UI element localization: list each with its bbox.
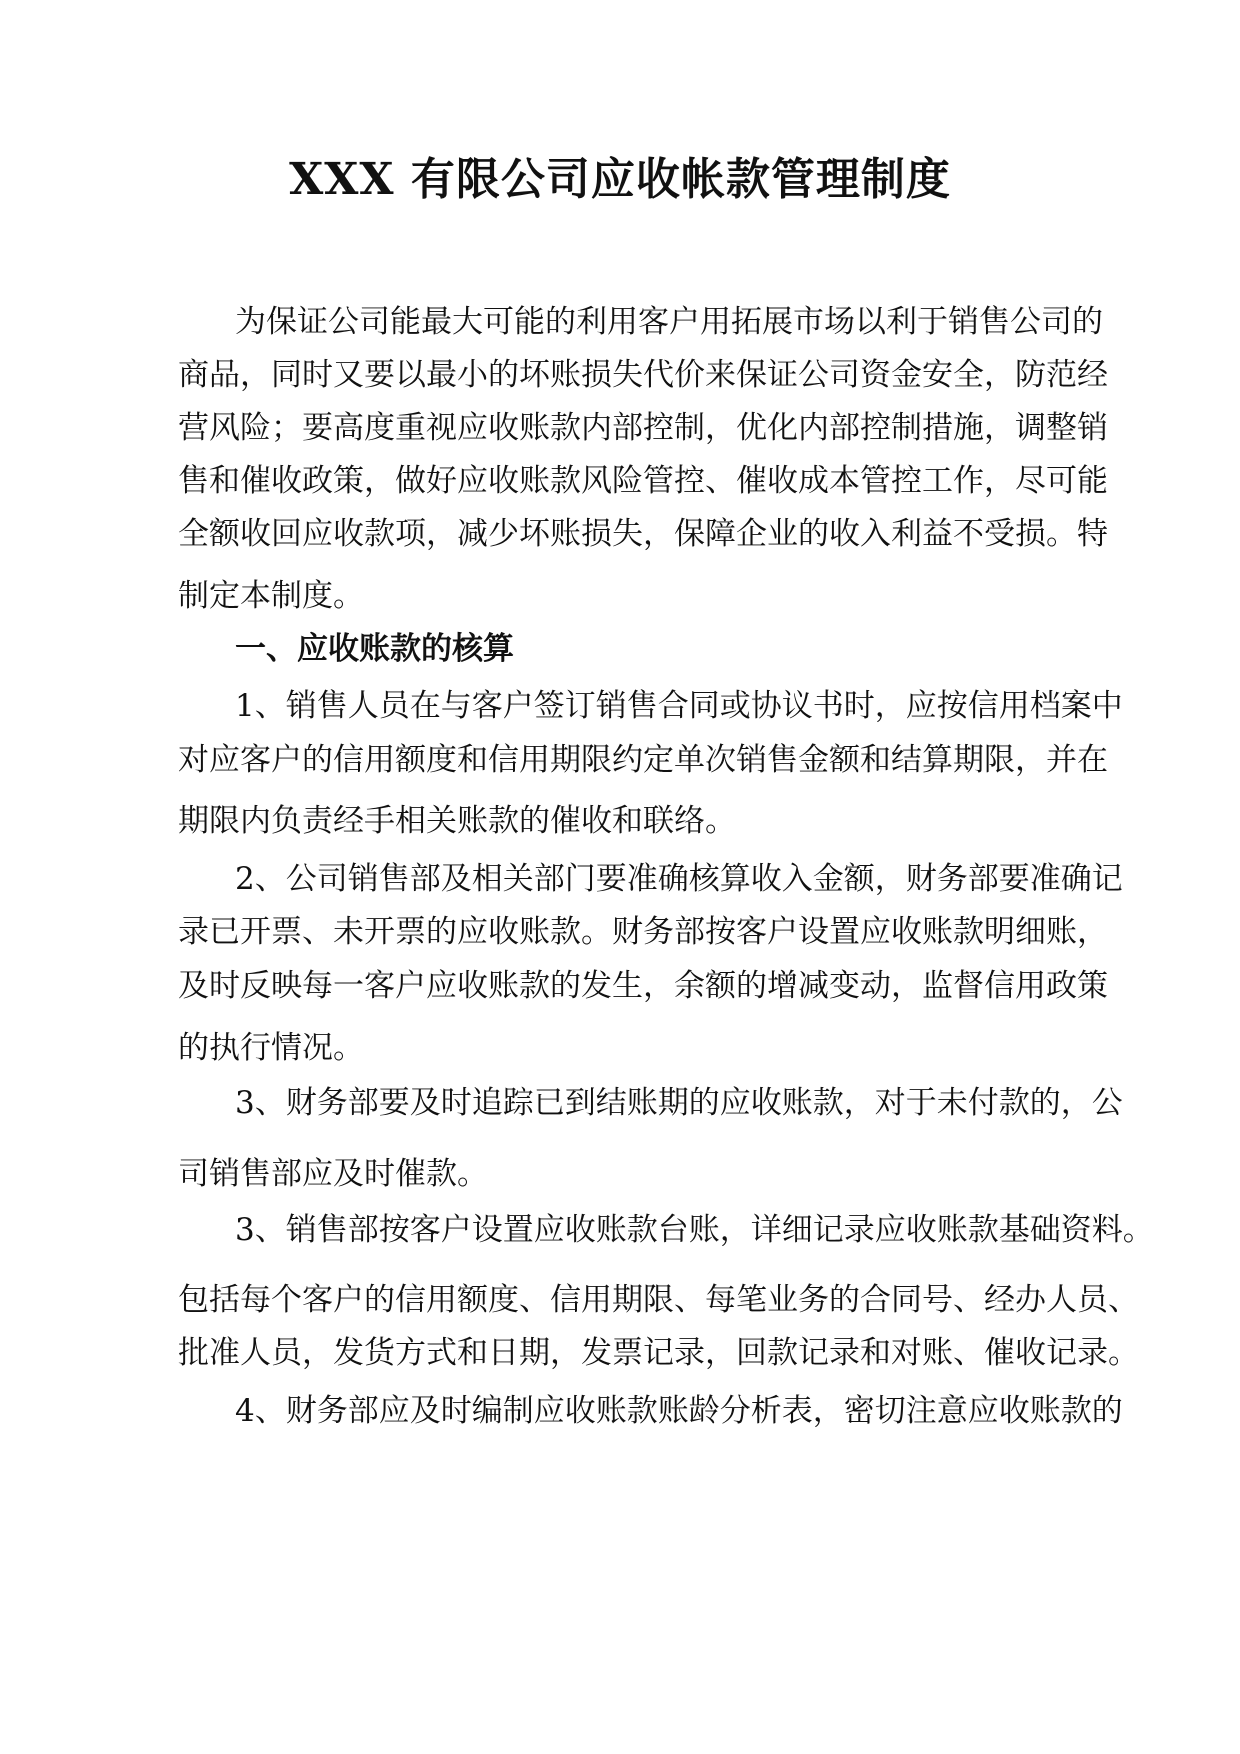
paragraph-line: 售和催收政策，做好应收账款风险管控、催收成本管控工作，尽可能: [178, 463, 1108, 499]
paragraph-line: 包括每个客户的信用额度、信用期限、每笔业务的合同号、经办人员、: [178, 1282, 1139, 1318]
document-title: XXX 有限公司应收帐款管理制度: [289, 154, 951, 205]
paragraph-line: 及时反映每一客户应收账款的发生，余额的增减变动，监督信用政策: [178, 968, 1108, 1004]
paragraph-line: 录已开票、未开票的应收账款。财务部按客户设置应收账款明细账，: [178, 914, 1108, 950]
paragraph-line: 1、销售人员在与客户签订销售合同或协议书时，应按信用档案中: [235, 688, 1123, 724]
paragraph-line: 3、销售部按客户设置应收账款台账，详细记录应收账款基础资料。: [235, 1212, 1154, 1248]
section-heading: 一、应收账款的核算: [235, 631, 514, 667]
paragraph-line: 为保证公司能最大可能的利用客户用拓展市场以利于销售公司的: [235, 304, 1103, 340]
paragraph-line: 商品，同时又要以最小的坏账损失代价来保证公司资金安全，防范经: [178, 357, 1108, 393]
paragraph-line: 批准人员，发货方式和日期，发票记录，回款记录和对账、催收记录。: [178, 1335, 1139, 1371]
paragraph-line: 的执行情况。: [178, 1030, 364, 1066]
paragraph-line: 4、财务部应及时编制应收账款账龄分析表，密切注意应收账款的: [235, 1393, 1123, 1429]
paragraph-line: 营风险；要高度重视应收账款内部控制，优化内部控制措施，调整销: [178, 410, 1108, 446]
paragraph-line: 3、财务部要及时追踪已到结账期的应收账款，对于未付款的，公: [235, 1085, 1123, 1121]
paragraph-line: 全额收回应收款项，减少坏账损失，保障企业的收入利益不受损。特: [178, 516, 1108, 552]
paragraph-line: 期限内负责经手相关账款的催收和联络。: [178, 803, 736, 839]
paragraph-line: 司销售部应及时催款。: [178, 1156, 488, 1192]
paragraph-line: 对应客户的信用额度和信用期限约定单次销售金额和结算期限，并在: [178, 742, 1108, 778]
paragraph-line: 2、公司销售部及相关部门要准确核算收入金额，财务部要准确记: [235, 861, 1123, 897]
paragraph-line: 制定本制度。: [178, 578, 364, 614]
